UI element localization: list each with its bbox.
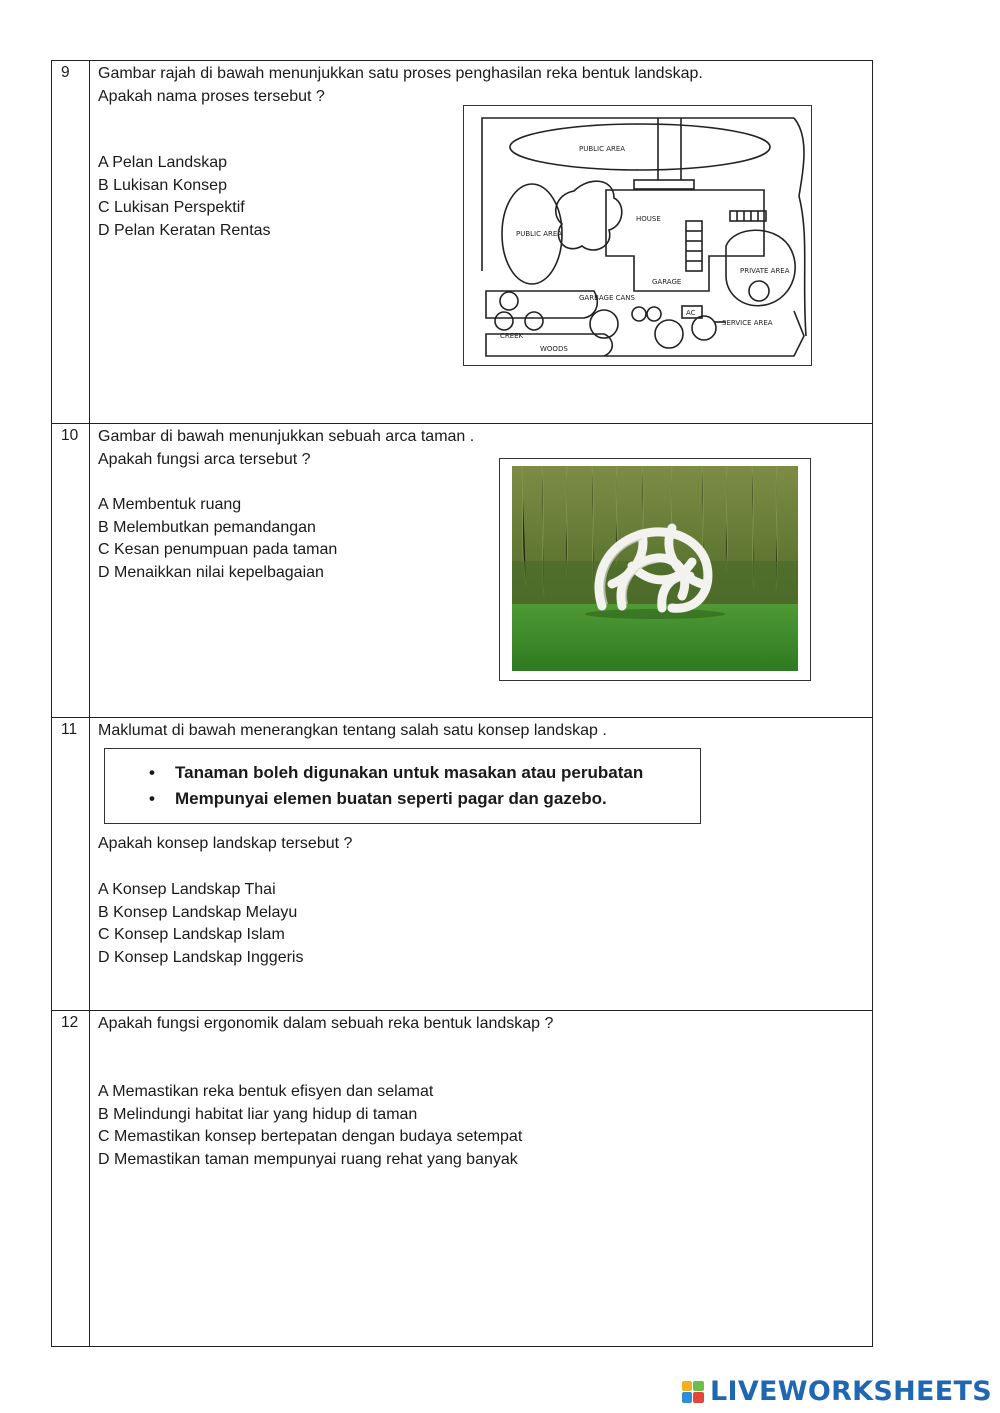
label-woods: WOODS <box>540 345 568 353</box>
info-point <box>145 786 700 812</box>
question-line: Apakah konsep landskap tersebut ? <box>98 835 353 852</box>
label-public-area-left: PUBLIC AREA <box>516 230 563 238</box>
option-b[interactable]: B Melindungi habitat liar yang hidup di taman <box>98 1105 418 1123</box>
question-number: 10 <box>61 427 79 444</box>
sculpture-photo-frame <box>499 458 811 681</box>
question-row-9 <box>52 61 872 423</box>
question-line: Gambar di bawah menunjukkan sebuah arca taman . <box>98 428 475 445</box>
question-line: Maklumat di bawah menerangkan tentang salah satu konsep landskap . <box>98 722 607 739</box>
option-a[interactable]: A Membentuk ruang <box>98 496 242 513</box>
info-point-text: Mempunyai elemen buatan seperti pagar dan gazebo. <box>175 789 607 808</box>
brand-text: LIVEWORKSHEETS <box>709 1376 992 1407</box>
question-number: 12 <box>61 1014 79 1031</box>
question-table <box>51 60 873 1347</box>
info-point-text: Tanaman boleh digunakan untuk masakan atau perubatan <box>175 763 644 782</box>
question-line: Apakah nama proses tersebut ? <box>98 88 325 105</box>
info-box <box>104 748 701 824</box>
option-a[interactable]: A Konsep Landskap Thai <box>98 881 276 898</box>
question-line: Gambar rajah di bawah menunjukkan satu proses penghasilan reka bentuk landskap. <box>98 65 703 82</box>
option-c[interactable]: C Lukisan Perspektif <box>98 199 245 217</box>
question-content <box>98 1014 862 1172</box>
label-house: HOUSE <box>636 215 661 223</box>
option-d[interactable]: D Konsep Landskap Inggeris <box>98 948 304 966</box>
landscape-plan-drawing <box>464 106 810 364</box>
option-c[interactable]: C Memastikan konsep bertepatan dengan budaya setempat <box>98 1128 523 1146</box>
option-d[interactable]: D Memastikan taman mempunyai ruang rehat yang banyak <box>98 1150 518 1168</box>
landscape-plan-figure <box>463 105 812 366</box>
bullet-icon: • <box>149 763 155 782</box>
option-b[interactable]: B Konsep Landskap Melayu <box>98 903 298 921</box>
label-private-area: PRIVATE AREA <box>740 267 790 275</box>
label-public-area-top: PUBLIC AREA <box>579 145 626 153</box>
question-row-11 <box>52 717 872 1011</box>
option-c[interactable]: C Konsep Landskap Islam <box>98 926 285 944</box>
garden-sculpture-photo <box>512 466 798 671</box>
question-number: 9 <box>61 64 70 81</box>
liveworksheets-icon <box>682 1381 704 1403</box>
label-creek: CREEK <box>500 332 524 340</box>
question-line: Apakah fungsi arca tersebut ? <box>98 451 311 468</box>
liveworksheets-logo[interactable] <box>682 1376 992 1407</box>
question-line: Apakah fungsi ergonomik dalam sebuah reka bentuk landskap ? <box>98 1015 554 1032</box>
option-d[interactable]: D Menaikkan nilai kepelbagaian <box>98 563 324 581</box>
option-c[interactable]: C Kesan penumpuan pada taman <box>98 541 338 559</box>
label-garage: GARAGE <box>652 278 682 286</box>
option-a[interactable]: A Memastikan reka bentuk efisyen dan selamat <box>98 1083 434 1100</box>
label-garbage-cans: GARBAGE CANS <box>579 294 635 302</box>
question-row-12 <box>52 1010 872 1348</box>
option-a[interactable]: A Pelan Landskap <box>98 154 227 171</box>
option-d[interactable]: D Pelan Keratan Rentas <box>98 221 271 239</box>
bullet-icon: • <box>149 789 155 808</box>
label-service-area: SERVICE AREA <box>722 319 773 327</box>
label-ac: AC <box>686 309 696 317</box>
option-b[interactable]: B Melembutkan pemandangan <box>98 518 316 536</box>
info-point <box>145 760 700 786</box>
option-b[interactable]: B Lukisan Konsep <box>98 176 227 194</box>
question-number: 11 <box>61 721 78 738</box>
question-row-10 <box>52 423 872 718</box>
